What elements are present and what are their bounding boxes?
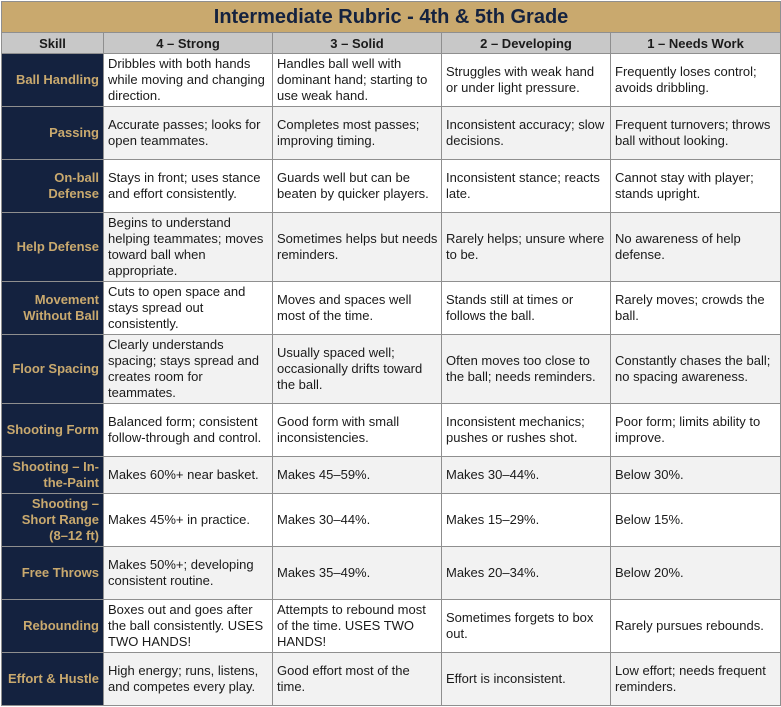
developing-cell: Rarely helps; unsure where to be. [442, 213, 611, 282]
skill-cell: Movement Without Ball [2, 282, 104, 335]
table-row [2, 404, 781, 457]
needs-work-cell: Constantly chases the ball; no spacing awareness. [611, 335, 781, 404]
needs-work-cell: No awareness of help defense. [611, 213, 781, 282]
skill-cell: Ball Handling [2, 54, 104, 107]
solid-cell: Moves and spaces well most of the time. [273, 282, 442, 335]
header-developing: 2 – Developing [442, 33, 611, 54]
table-row [2, 600, 781, 653]
strong-cell: Makes 45%+ in practice. [104, 494, 273, 547]
solid-cell: Good form with small inconsistencies. [273, 404, 442, 457]
strong-cell: High energy; runs, listens, and competes every play. [104, 653, 273, 706]
solid-cell: Makes 35–49%. [273, 547, 442, 600]
table-row [2, 107, 781, 160]
solid-cell: Sometimes helps but needs reminders. [273, 213, 442, 282]
developing-cell: Inconsistent accuracy; slow decisions. [442, 107, 611, 160]
developing-cell: Inconsistent stance; reacts late. [442, 160, 611, 213]
needs-work-cell: Frequently loses control; avoids dribbling. [611, 54, 781, 107]
strong-cell: Makes 50%+; developing consistent routine. [104, 547, 273, 600]
table-row [2, 54, 781, 107]
solid-cell: Completes most passes; improving timing. [273, 107, 442, 160]
skill-cell: Shooting – In-the-Paint [2, 457, 104, 494]
skill-cell: Rebounding [2, 600, 104, 653]
strong-cell: Cuts to open space and stays spread out consistently. [104, 282, 273, 335]
skill-cell: Free Throws [2, 547, 104, 600]
strong-cell: Begins to understand helping teammates; moves toward ball when appropriate. [104, 213, 273, 282]
header-row [2, 33, 781, 54]
table-row [2, 282, 781, 335]
table-row [2, 547, 781, 600]
strong-cell: Boxes out and goes after the ball consistently. USES TWO HANDS! [104, 600, 273, 653]
developing-cell: Makes 30–44%. [442, 457, 611, 494]
table-row [2, 653, 781, 706]
table-row [2, 494, 781, 547]
strong-cell: Clearly understands spacing; stays spread and creates room for teammates. [104, 335, 273, 404]
developing-cell: Inconsistent mechanics; pushes or rushes shot. [442, 404, 611, 457]
skill-cell: Shooting – Short Range (8–12 ft) [2, 494, 104, 547]
skill-cell: Effort & Hustle [2, 653, 104, 706]
developing-cell: Makes 15–29%. [442, 494, 611, 547]
developing-cell: Stands still at times or follows the ball. [442, 282, 611, 335]
skill-cell: Floor Spacing [2, 335, 104, 404]
skill-cell: Help Defense [2, 213, 104, 282]
solid-cell: Good effort most of the time. [273, 653, 442, 706]
rubric-title: Intermediate Rubric - 4th & 5th Grade [2, 2, 781, 33]
solid-cell: Attempts to rebound most of the time. USES TWO HANDS! [273, 600, 442, 653]
developing-cell: Effort is inconsistent. [442, 653, 611, 706]
solid-cell: Makes 45–59%. [273, 457, 442, 494]
solid-cell: Guards well but can be beaten by quicker players. [273, 160, 442, 213]
table-row [2, 213, 781, 282]
table-row [2, 335, 781, 404]
developing-cell: Struggles with weak hand or under light pressure. [442, 54, 611, 107]
skill-cell: On-ball Defense [2, 160, 104, 213]
needs-work-cell: Cannot stay with player; stands upright. [611, 160, 781, 213]
header-needs-work: 1 – Needs Work [611, 33, 781, 54]
skill-cell: Passing [2, 107, 104, 160]
header-solid: 3 – Solid [273, 33, 442, 54]
needs-work-cell: Poor form; limits ability to improve. [611, 404, 781, 457]
strong-cell: Dribbles with both hands while moving and changing direction. [104, 54, 273, 107]
developing-cell: Sometimes forgets to box out. [442, 600, 611, 653]
needs-work-cell: Rarely pursues rebounds. [611, 600, 781, 653]
needs-work-cell: Low effort; needs frequent reminders. [611, 653, 781, 706]
header-skill: Skill [2, 33, 104, 54]
needs-work-cell: Frequent turnovers; throws ball without looking. [611, 107, 781, 160]
header-strong: 4 – Strong [104, 33, 273, 54]
rubric-table [1, 1, 781, 706]
skill-cell: Shooting Form [2, 404, 104, 457]
developing-cell: Often moves too close to the ball; needs reminders. [442, 335, 611, 404]
needs-work-cell: Below 20%. [611, 547, 781, 600]
strong-cell: Accurate passes; looks for open teammates. [104, 107, 273, 160]
strong-cell: Stays in front; uses stance and effort consistently. [104, 160, 273, 213]
needs-work-cell: Below 15%. [611, 494, 781, 547]
needs-work-cell: Below 30%. [611, 457, 781, 494]
table-row [2, 160, 781, 213]
strong-cell: Balanced form; consistent follow-through and control. [104, 404, 273, 457]
solid-cell: Makes 30–44%. [273, 494, 442, 547]
strong-cell: Makes 60%+ near basket. [104, 457, 273, 494]
needs-work-cell: Rarely moves; crowds the ball. [611, 282, 781, 335]
solid-cell: Usually spaced well; occasionally drifts toward the ball. [273, 335, 442, 404]
developing-cell: Makes 20–34%. [442, 547, 611, 600]
table-row [2, 457, 781, 494]
solid-cell: Handles ball well with dominant hand; starting to use weak hand. [273, 54, 442, 107]
